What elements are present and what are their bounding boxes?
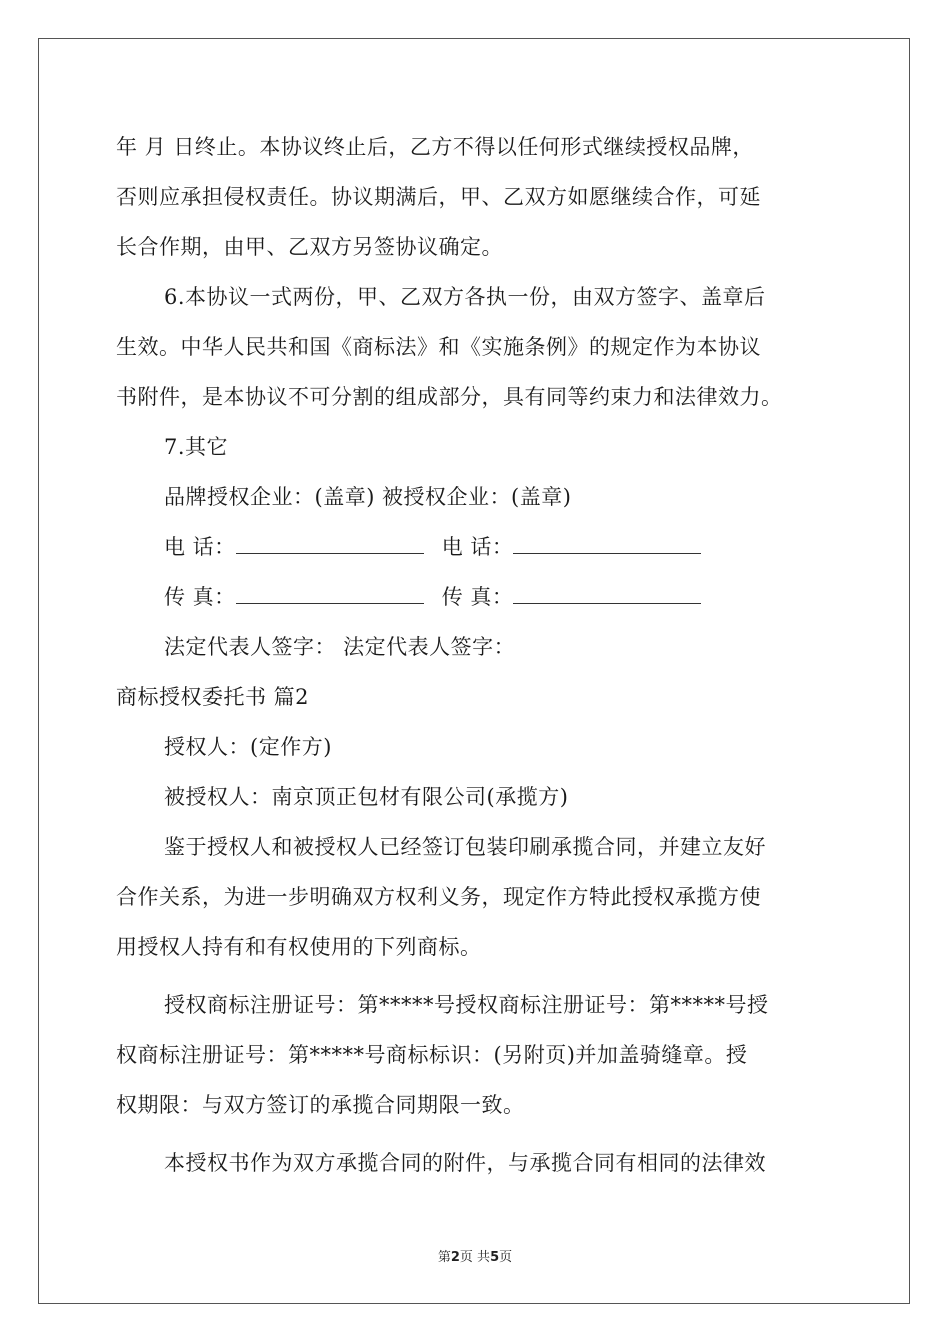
paragraph-line: 长合作期，由甲、乙双方另签协议确定。 xyxy=(116,235,503,259)
section-heading: 7.其它 xyxy=(164,435,229,459)
paragraph-line: 权期限：与双方签订的承揽合同期限一致。 xyxy=(116,1093,525,1117)
paragraph-line: 年 月 日终止。本协议终止后，乙方不得以任何形式继续授权品牌， xyxy=(116,135,754,159)
page-mid: 页 共 xyxy=(459,1250,491,1265)
representative-signature-line: 法定代表人签字： 法定代表人签字： xyxy=(164,635,516,659)
paragraph-line: 鉴于授权人和被授权人已经签订包装印刷承揽合同，并建立友好 xyxy=(164,835,766,859)
paragraph-line: 授权商标注册证号：第*****号授权商标注册证号：第*****号授 xyxy=(164,993,769,1017)
phone-label: 电 话： xyxy=(441,535,514,559)
paragraph-line: 6.本协议一式两份，甲、乙双方各执一份，由双方签字、盖章后 xyxy=(164,285,766,309)
phone-blank xyxy=(236,535,424,554)
page-footer xyxy=(0,1246,950,1265)
paragraph-line: 用授权人持有和有权使用的下列商标。 xyxy=(116,935,482,959)
paragraph-line: 否则应承担侵权责任。协议期满后，甲、乙双方如愿继续合作，可延 xyxy=(116,185,761,209)
phone-blank xyxy=(513,535,701,554)
page-suffix: 页 xyxy=(499,1250,513,1265)
paragraph-line: 合作关系，为进一步明确双方权利义务，现定作方特此授权承揽方使 xyxy=(116,885,761,909)
phone-line xyxy=(116,522,836,572)
signature-line: 品牌授权企业：(盖章) 被授权企业：(盖章) xyxy=(164,485,572,509)
paragraph-line: 权商标注册证号：第*****号商标标识：(另附页)并加盖骑缝章。授 xyxy=(116,1043,748,1067)
paragraph-line: 生效。中华人民共和国《商标法》和《实施条例》的规定作为本协议 xyxy=(116,335,761,359)
fax-blank xyxy=(513,585,701,604)
page-current: 2 xyxy=(450,1250,460,1265)
paragraph-line: 被授权人：南京顶正包材有限公司(承揽方) xyxy=(164,785,569,809)
fax-label: 传 真： xyxy=(441,585,514,609)
page-total: 5 xyxy=(490,1250,500,1265)
fax-label: 传 真： xyxy=(164,585,236,609)
document-body xyxy=(116,122,836,1188)
phone-label: 电 话： xyxy=(164,535,236,559)
fax-blank xyxy=(236,585,424,604)
paragraph-line: 书附件，是本协议不可分割的组成部分，具有同等约束力和法律效力。 xyxy=(116,385,783,409)
section-title: 商标授权委托书 篇2 xyxy=(116,685,310,709)
paragraph-line: 授权人：(定作方) xyxy=(164,735,332,759)
page-prefix: 第 xyxy=(437,1250,451,1265)
fax-line xyxy=(116,572,836,622)
paragraph-line: 本授权书作为双方承揽合同的附件，与承揽合同有相同的法律效 xyxy=(164,1151,766,1175)
